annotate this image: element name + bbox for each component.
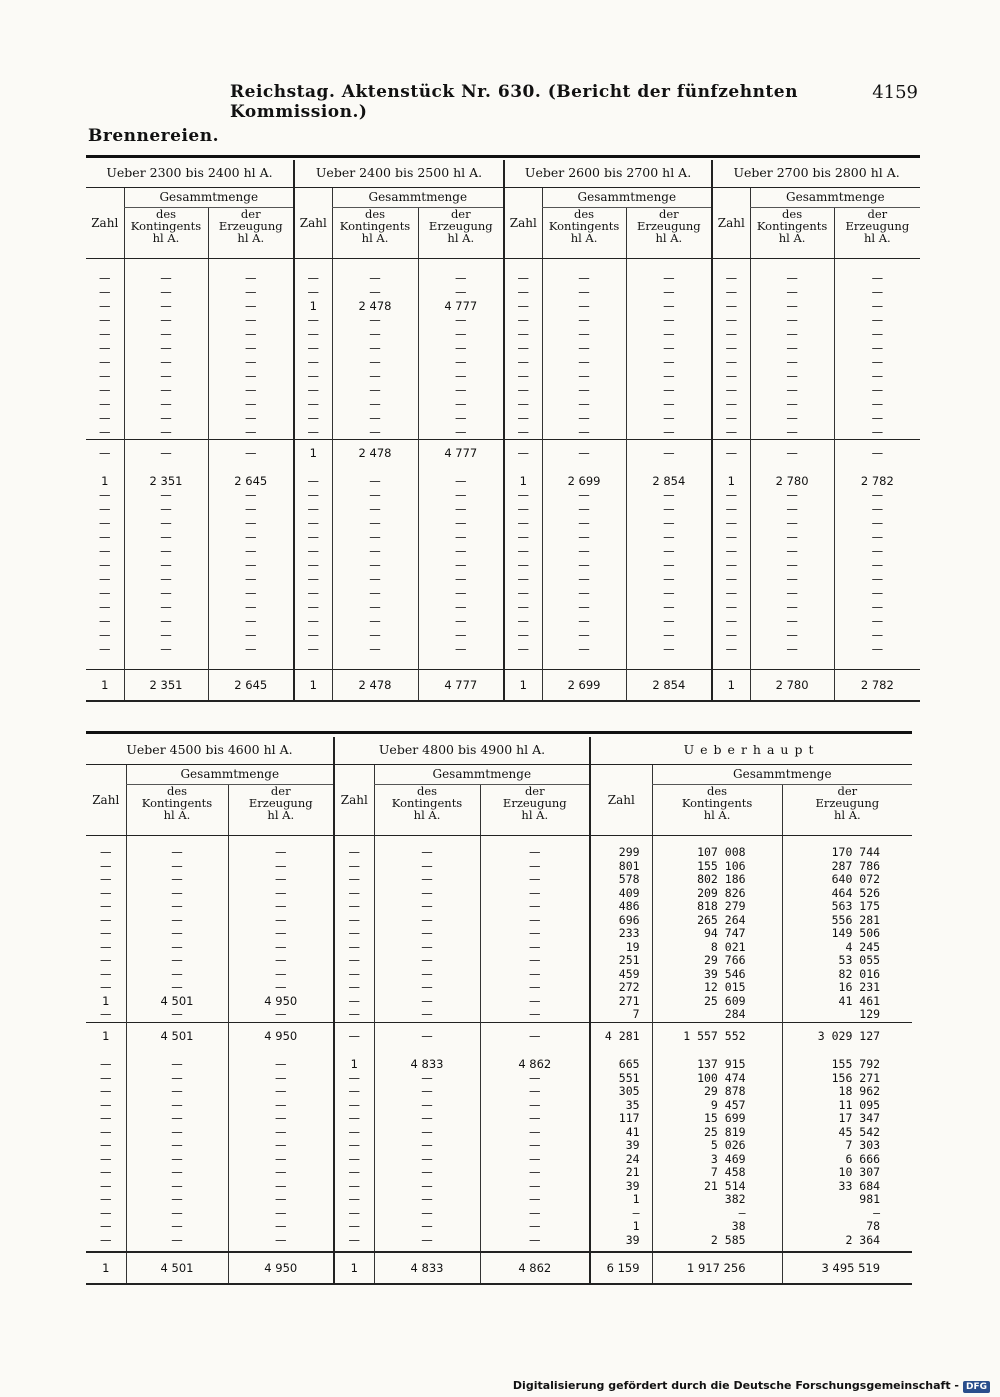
zahl-header: Zahl — [86, 188, 124, 259]
erzeugung-header: der Erzeugung hl A. — [834, 208, 920, 259]
zahl-header: Zahl — [590, 765, 652, 836]
zahl-column: — — — — — — — — — — — — — — [334, 836, 374, 1023]
subtotal-cell: — — [208, 440, 294, 470]
subtotal-cell: — — [334, 1022, 374, 1052]
subtotal-cell: — — [504, 440, 542, 470]
subtotal-cell: — — [712, 440, 750, 470]
middle-rule — [86, 731, 912, 734]
kontingent-column: — — — — — — — — — — — — — [542, 259, 626, 440]
erzeugung-column: 4 862 — — — — — — — — — — — — — — [480, 1052, 590, 1252]
total-cell: 2 645 — [208, 670, 294, 702]
kontingent-column: — — — — — — — — — — — 4 501 — — [126, 836, 228, 1023]
group-caption: Ueber 2400 bis 2500 hl A. — [294, 160, 504, 188]
subtotal-cell: — — [834, 440, 920, 470]
bottom-table — [86, 737, 912, 1285]
subtotal-cell: 1 557 552 — [652, 1022, 782, 1052]
kontingent-column: 2 351 — — — — — — — — — — — — — [124, 470, 208, 670]
subtotal-cell: — — [124, 440, 208, 470]
kontingent-column: 2 699 — — — — — — — — — — — — — [542, 470, 626, 670]
zahl-column: — — — — — — — — — — — 1 — — [100, 845, 112, 1021]
total-cell: 1 — [504, 670, 542, 702]
gesammtmenge-header: Gesammtmenge — [750, 188, 920, 208]
subtotal-cell: — — [86, 440, 124, 470]
gesammtmenge-header: Gesammtmenge — [542, 188, 712, 208]
kontingent-header: des Kontingents hl A. — [332, 208, 418, 259]
subtotal-cell: 2 478 — [332, 440, 418, 470]
section-title: Brennereien. — [88, 126, 220, 146]
erzeugung-header: der Erzeugung hl A. — [626, 208, 712, 259]
total-cell: 1 — [86, 670, 124, 702]
group-caption: Ueber 2700 bis 2800 hl A. — [712, 160, 920, 188]
gesammtmenge-header: Gesammtmenge — [374, 765, 590, 785]
kontingent-column: 2 780 — — — — — — — — — — — — — [750, 470, 834, 670]
footer — [513, 1379, 990, 1393]
kontingent-column: — — — — — — — — — — — — — [124, 259, 208, 440]
total-cell: 2 854 — [626, 670, 712, 702]
total-cell: 2 780 — [750, 670, 834, 702]
erzeugung-header: der Erzeugung hl A. — [228, 785, 334, 836]
erzeugung-header: der Erzeugung hl A. — [418, 208, 504, 259]
zahl-header: Zahl — [294, 188, 332, 259]
group-caption: Ueber 2600 bis 2700 hl A. — [504, 160, 712, 188]
group-caption: Ueber 2300 bis 2400 hl A. — [86, 160, 294, 188]
footer-text: Digitalisierung gefördert durch die Deutsche Forschungsgemeinschaft - — [512, 1379, 959, 1392]
kontingent-column: 4 833 — — — — — — — — — — — — — — [374, 1052, 480, 1252]
subtotal-cell: 4 950 — [228, 1022, 334, 1052]
erzeugung-column: 2 645 — — — — — — — — — — — — — [208, 470, 294, 670]
group-caption: Ueberhaupt — [590, 737, 912, 765]
kontingent-column: — — — — — — — — — — — — — — — [126, 1052, 228, 1252]
zahl-header: Zahl — [334, 765, 374, 836]
total-cell: 1 — [86, 1252, 126, 1284]
total-cell: 1 — [712, 670, 750, 702]
top-table — [86, 160, 920, 702]
kontingent-column: — — — — — — — — — — — — — [750, 259, 834, 440]
total-cell: 4 777 — [418, 670, 504, 702]
subtotal-cell: 3 029 127 — [782, 1022, 912, 1052]
zahl-column: 665 551 305 35 117 41 39 24 21 39 1 — 1 39 — [590, 1052, 652, 1252]
subtotal-cell: — — [542, 440, 626, 470]
total-cell: 4 833 — [374, 1252, 480, 1284]
page-header — [80, 82, 920, 122]
zahl-column: 1 — — — — — — — — — — — — — [504, 470, 542, 670]
total-cell: 1 — [294, 670, 332, 702]
kontingent-header: des Kontingents hl A. — [374, 785, 480, 836]
total-cell: 2 478 — [332, 670, 418, 702]
kontingent-header: des Kontingents hl A. — [652, 785, 782, 836]
subtotal-cell: — — [750, 440, 834, 470]
erzeugung-column: 170 744 287 786 640 072 464 526 563 175 556 281 149 506 4 245 53 055 82 016 16 231 41 461 129 — [782, 836, 912, 1023]
erzeugung-column: — — — — — — — — — — — — — — [418, 470, 504, 670]
total-cell: 4 862 — [480, 1252, 590, 1284]
erzeugung-column: — — 4 777 — — — — — — — — — — [418, 259, 504, 440]
zahl-column: — — 1 — — — — — — — — — — [294, 259, 332, 440]
zahl-column: — — — — — — — — — — — — — — [294, 470, 332, 670]
erzeugung-column: — — — — — — — — — — — — — [626, 259, 712, 440]
subtotal-cell: — — [374, 1022, 480, 1052]
kontingent-header: des Kontingents hl A. — [126, 785, 228, 836]
zahl-header: Zahl — [712, 188, 750, 259]
erzeugung-column: 2 854 — — — — — — — — — — — — — [626, 470, 712, 670]
subtotal-cell: 4 281 — [590, 1022, 652, 1052]
total-cell: 2 782 — [834, 670, 920, 702]
subtotal-cell: — — [626, 440, 712, 470]
kontingent-header: des Kontingents hl A. — [124, 208, 208, 259]
subtotal-cell: 4 777 — [418, 440, 504, 470]
erzeugung-column: — — — — — — — — — — — — — [208, 259, 294, 440]
zahl-column: 1 — — — — — — — — — — — — — [99, 473, 111, 656]
zahl-column: 1 — — — — — — — — — — — — — — [334, 1052, 374, 1252]
erzeugung-column: — — — — — — — — — — — — — [834, 259, 920, 440]
erzeugung-column: 155 792 156 271 18 962 11 095 17 347 45 542 7 303 6 666 10 307 33 684 981 — 78 2 364 — [782, 1052, 912, 1252]
total-cell: 4 501 — [126, 1252, 228, 1284]
zahl-column: — — — — — — — — — — — — — — — [100, 1057, 112, 1247]
group-caption: Ueber 4500 bis 4600 hl A. — [86, 737, 334, 765]
gesammtmenge-header: Gesammtmenge — [126, 765, 334, 785]
total-cell: 2 699 — [542, 670, 626, 702]
zahl-header: Zahl — [504, 188, 542, 259]
erzeugung-column: 2 782 — — — — — — — — — — — — — [834, 470, 920, 670]
group-caption: Ueber 4800 bis 4900 hl A. — [334, 737, 590, 765]
total-cell: 1 — [334, 1252, 374, 1284]
kontingent-column: — — 2 478 — — — — — — — — — — [332, 259, 418, 440]
subtotal-cell: — — [480, 1022, 590, 1052]
zahl-column: — — — — — — — — — — — — — [99, 271, 111, 439]
zahl-column: — — — — — — — — — — — — — [712, 259, 750, 440]
total-cell: 3 495 519 — [782, 1252, 912, 1284]
subtotal-cell: 1 — [294, 440, 332, 470]
zahl-column: 299 801 578 409 486 696 233 19 251 459 272 271 7 — [590, 836, 652, 1023]
erzeugung-header: der Erzeugung hl A. — [480, 785, 590, 836]
zahl-header: Zahl — [86, 765, 126, 836]
erzeugung-column: — — — — — — — — — — — — — — [480, 836, 590, 1023]
total-cell: 4 950 — [228, 1252, 334, 1284]
running-title: Reichstag. Aktenstück Nr. 630. (Bericht der fünfzehnten Kommission.) — [230, 82, 798, 122]
kontingent-column: 137 915 100 474 29 878 9 457 15 699 25 819 5 026 3 469 7 458 21 514 382 — 38 2 585 — [652, 1052, 782, 1252]
kontingent-column: — — — — — — — — — — — — — — [332, 470, 418, 670]
gesammtmenge-header: Gesammtmenge — [332, 188, 504, 208]
erzeugung-column: — — — — — — — — — — — 4 950 — — [228, 836, 334, 1023]
erzeugung-header: der Erzeugung hl A. — [208, 208, 294, 259]
total-cell: 1 917 256 — [652, 1252, 782, 1284]
top-rule — [86, 155, 920, 158]
zahl-column: — — — — — — — — — — — — — [504, 259, 542, 440]
erzeugung-header: der Erzeugung hl A. — [782, 785, 912, 836]
page-number: 4159 — [872, 82, 918, 103]
total-cell: 6 159 — [590, 1252, 652, 1284]
subtotal-cell: 4 501 — [126, 1022, 228, 1052]
kontingent-header: des Kontingents hl A. — [750, 208, 834, 259]
dfg-logo: DFG — [963, 1381, 990, 1393]
total-cell: 2 351 — [124, 670, 208, 702]
kontingent-header: des Kontingents hl A. — [542, 208, 626, 259]
subtotal-cell: 1 — [86, 1022, 126, 1052]
kontingent-column: 107 008 155 106 802 186 209 826 818 279 265 264 94 747 8 021 29 766 39 546 12 015 25 609 284 — [652, 836, 782, 1023]
gesammtmenge-header: Gesammtmenge — [652, 765, 912, 785]
kontingent-column: — — — — — — — — — — — — — — [374, 836, 480, 1023]
gesammtmenge-header: Gesammtmenge — [124, 188, 294, 208]
erzeugung-column: — — — — — — — — — — — — — — — [228, 1052, 334, 1252]
zahl-column: 1 — — — — — — — — — — — — — [712, 470, 750, 670]
